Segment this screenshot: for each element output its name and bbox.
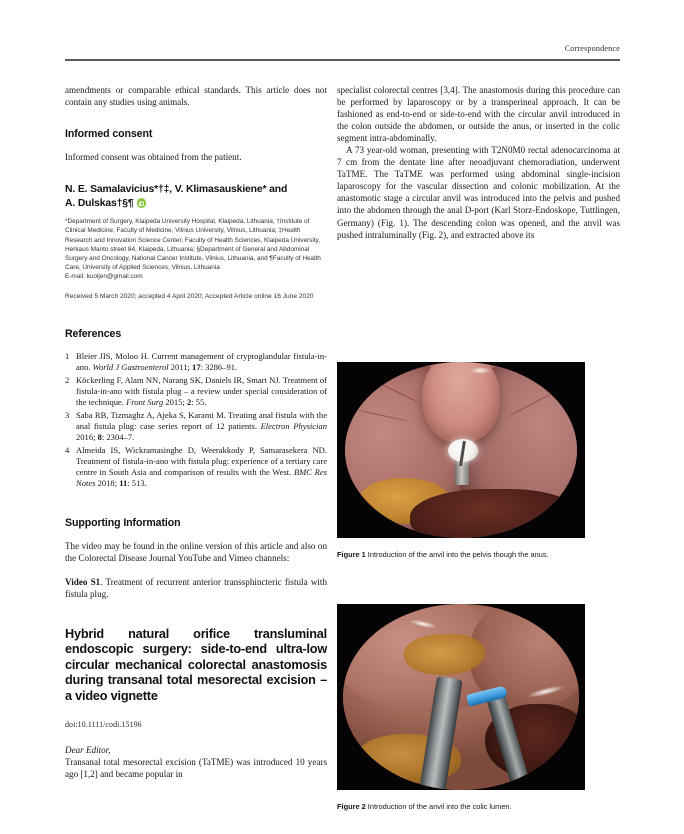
reference-number: 4	[65, 444, 70, 455]
reference-volume: 8	[97, 431, 102, 442]
figure-1-label: Figure 1	[337, 550, 366, 559]
right-column	[337, 84, 620, 241]
reference-volume: 11	[119, 477, 128, 488]
authors-block	[65, 183, 327, 210]
supporting-information-text: The video may be found in the online version of this article and also on the Colorectal Disease Journal YouTube and Vimeo channels:	[65, 541, 327, 564]
reference-number: 2	[65, 374, 70, 385]
reference-item	[65, 351, 327, 373]
endoscope-circular-view	[345, 362, 577, 538]
body-start-paragraph: Transanal total mesorectal excision (TaTME) was introduced 10 years ago [1,2] and became popular in	[65, 756, 327, 779]
supporting-information-heading: Supporting Information	[65, 517, 181, 530]
corresponding-email[interactable]: E-mail: kuoljen@gmail.com	[65, 272, 143, 280]
reference-year: 2016;	[76, 431, 98, 442]
header-rule	[65, 59, 620, 61]
informed-consent-text: Informed consent was obtained from the patient.	[65, 152, 242, 163]
figure-2-image	[337, 604, 585, 790]
reference-pages: : 2304–7.	[101, 431, 135, 442]
video-s1-line	[65, 576, 327, 600]
reference-title: Treatment of fistula-in-ano with fistula plug: experience of a tertiary care centre in South Asia and comparison of results with the West.	[76, 455, 327, 477]
reference-authors: Bleier JIS, Moloo H.	[76, 351, 150, 362]
figure-2-caption	[337, 802, 613, 812]
article-title: Hybrid natural orifice transluminal endoscopic surgery: side-to-end ultra-low circular mechanical colorectal anastomosis during transanal total mesorectal excision – a video vignette	[65, 626, 327, 703]
figure-1-caption	[337, 550, 613, 560]
orcid-id-icon[interactable]	[137, 198, 147, 208]
informed-consent-heading: Informed consent	[65, 128, 153, 141]
reference-volume: 17	[192, 362, 201, 373]
reference-year: 2015;	[163, 397, 187, 408]
reference-title: Treatment of fistula-in-ano with fistula plug – a review under special consideration of the technique.	[76, 374, 327, 408]
affiliations: *Department of Surgery, Klaipeda University Hospital, Klaipeda, Lithuania; †Institute of Clinical Medicine, Faculty of Medicine, Vilnius University, Vilnius, Lithuania; ‡Health Research and Innovation Science Center, Faculty of Health Sciences, Klaipeda University, Herkaus Manto street 84, Klaipeda, Lithuania; §Department of General and Abdominal Surgery and Oncology, National Cancer Institute, Vilnius, Lithuania, and ¶Faculty of Health Care, University of Applied Sciences, Vilnius, Lithuania	[65, 218, 321, 271]
figure-2-caption-text: Introduction of the anvil into the colic lumen.	[365, 802, 512, 811]
left-column	[65, 84, 327, 780]
continued-paragraph: amendments or comparable ethical standards. This article does not contain any studies using animals.	[65, 85, 327, 108]
fatty-tissue	[404, 634, 484, 675]
running-head: Correspondence	[564, 44, 620, 53]
references-heading: References	[65, 328, 122, 341]
article-history: Received 5 March 2020; accepted 4 April 2020; Accepted Article online 16 June 2020	[65, 292, 314, 300]
article-doi[interactable]: doi:10.1111/codi.15196	[65, 719, 142, 729]
reference-number: 3	[65, 409, 70, 420]
reference-year: 2018;	[95, 477, 120, 488]
authors-line-2: A. Dulskas†§¶	[65, 197, 134, 209]
reference-authors: Saba RB, Tizmaghz A, Ajeka S, Karami M.	[76, 409, 226, 420]
reference-title: Current management of cryptoglandular fistula-in-ano.	[76, 351, 327, 373]
authors-line-1: N. E. Samalavicius*†‡, V. Klimasauskiene* and	[65, 184, 288, 196]
salutation: Dear Editor,	[65, 744, 111, 755]
reference-item	[65, 410, 327, 443]
reference-year: 2011;	[168, 362, 193, 373]
reference-item	[65, 445, 327, 489]
figure-1-image	[337, 362, 585, 538]
reference-number: 1	[65, 351, 70, 362]
endoscope-circular-view	[343, 604, 579, 790]
reference-pages: : 55.	[191, 397, 207, 408]
reference-pages: : 3286–91.	[200, 362, 238, 373]
reference-journal: World J Gastroenterol	[92, 362, 169, 373]
figure-2-label: Figure 2	[337, 802, 366, 811]
figure-1-caption-text: Introduction of the anvil into the pelvis though the anus.	[365, 550, 549, 559]
reference-volume: 2	[186, 397, 192, 408]
reference-list	[65, 351, 327, 489]
reference-title: Treating anal fistula with the anal fistula plug: case series report of 12 patients.	[76, 409, 327, 431]
reference-journal: Electron Physician	[260, 420, 327, 431]
video-caption: . Treatment of recurrent anterior transsphincteric fistula with fistula plug.	[65, 576, 327, 599]
reference-pages: : 513.	[127, 477, 147, 488]
video-label: Video S1	[65, 576, 101, 587]
laparoscopic-photo	[337, 604, 585, 790]
reference-authors: Almeida IS, Wickramasinghe D, Weerakkody P, Samarasekera ND.	[76, 444, 327, 455]
right-paragraph-2: A 73 year-old woman, presenting with T2N0M0 rectal adenocarcinoma at 7 cm from the dentate line after neoadjuvant chemoradiation, underwent TaTME. The TaTME was performed using abdominal single-incision laparoscopy for the vascular dissection and colonic mobilization. At the anastomotic stage a circular anvil was introduced into the pelvis and pushed into the abdomen through the anal D-port (Karl Storz-Endoskope, Tuttlingen, Germany) (Fig. 1). The descending colon was opened, and the anvil was pushed intraluminally (Fig. 2), and extracted above its	[337, 145, 620, 240]
laparoscopic-photo	[337, 362, 585, 538]
right-paragraph-1: specialist colorectal centres [3,4]. The anastomosis during this procedure can be performed by laparoscopy or by a transperineal approach. It can be fashioned as end-to-end or side-to-end with the circular anvil introduced in the colon outside the abdomen, or outside the anus, or inserted in the colic segment intra-abdominally.	[337, 85, 620, 144]
central-tissue-lobe	[422, 362, 501, 443]
mesorectal-tissue	[410, 489, 577, 538]
reference-authors: Köckerling F, Alam NN, Narang SK, Daniels IR, Smart NJ.	[76, 374, 281, 385]
reference-item	[65, 375, 327, 408]
reference-journal: BMC Res Notes	[76, 466, 327, 488]
reference-journal: Front Surg	[126, 397, 164, 408]
